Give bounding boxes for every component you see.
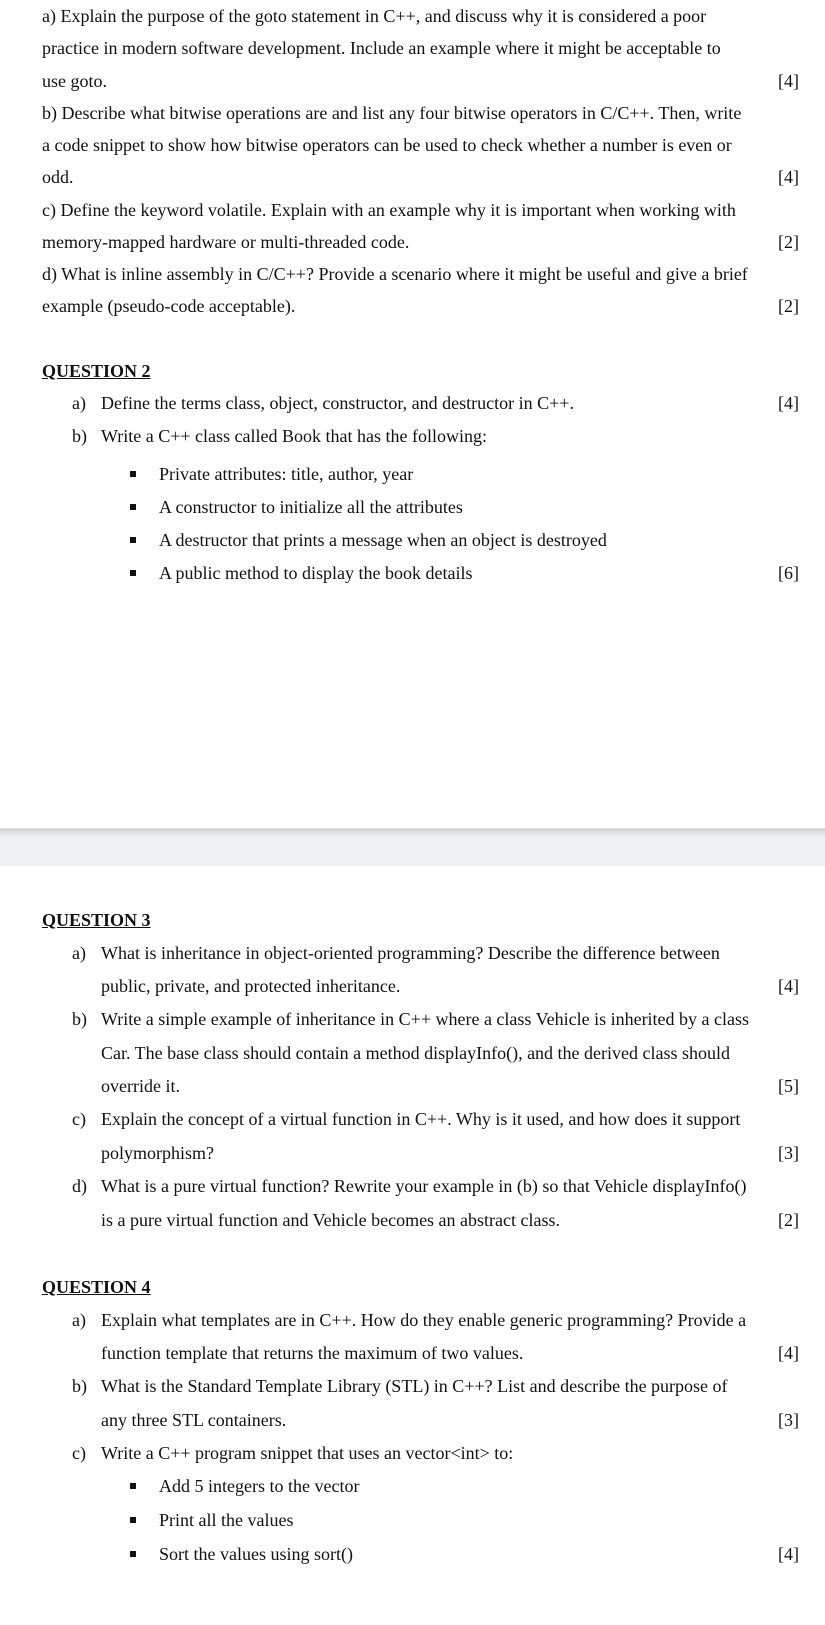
q1-a-line-2: practice in modern software development. Include an example where it might be acceptable to (42, 38, 721, 58)
question-2-heading: QUESTION 2 (42, 361, 151, 381)
q1-b-line-3: odd. (42, 167, 74, 187)
q4-c-marks: [4] (778, 1544, 799, 1564)
q1-c-line-2: memory-mapped hardware or multi-threaded code. (42, 232, 410, 252)
document-page-2 (0, 866, 825, 1625)
q3-a-line-2: public, private, and protected inheritance. (101, 976, 401, 996)
q4-a-line-1: Explain what templates are in C++. How do they enable generic programming? Provide a (101, 1310, 747, 1330)
bullet-icon (130, 1483, 136, 1489)
q1-d-line-2: example (pseudo-code acceptable). (42, 296, 296, 316)
q2-b-bullet-2: A constructor to initialize all the attributes (159, 497, 463, 517)
q2-b-label: b) (72, 426, 87, 446)
q1-c-line-1: c) Define the keyword volatile. Explain with an example why it is important when working with (42, 200, 736, 220)
q4-b-line-1: What is the Standard Template Library (STL) in C++? List and describe the purpose of (101, 1376, 728, 1396)
q2-b-marks: [6] (778, 563, 799, 583)
q3-c-line-1: Explain the concept of a virtual function in C++. Why is it used, and how does it support (101, 1109, 741, 1129)
q2-a-line-1: Define the terms class, object, constructor, and destructor in C++. (101, 393, 574, 413)
q1-a-line-3: use goto. (42, 71, 107, 91)
q3-b-label: b) (72, 1009, 87, 1029)
q3-b-marks: [5] (778, 1076, 799, 1096)
q4-c-bullet-3: Sort the values using sort() (159, 1544, 353, 1564)
q4-a-line-2: function template that returns the maximum of two values. (101, 1343, 524, 1363)
q3-b-line-1: Write a simple example of inheritance in C++ where a class Vehicle is inherited by a class (101, 1009, 750, 1029)
q4-b-line-2: any three STL containers. (101, 1410, 287, 1430)
q3-d-label: d) (72, 1176, 87, 1196)
q4-a-marks: [4] (778, 1343, 799, 1363)
bullet-icon (130, 1517, 136, 1523)
q4-a-label: a) (72, 1310, 86, 1330)
q2-b-bullet-1: Private attributes: title, author, year (159, 464, 414, 484)
q3-a-line-1: What is inheritance in object-oriented programming? Describe the difference between (101, 943, 720, 963)
q3-c-label: c) (72, 1109, 86, 1129)
q2-a-label: a) (72, 393, 86, 413)
q3-c-marks: [3] (778, 1143, 799, 1163)
q1-b-line-1: b) Describe what bitwise operations are and list any four bitwise operators in C/C++. Then, write (42, 103, 742, 123)
q1-d-line-1: d) What is inline assembly in C/C++? Provide a scenario where it might be useful and give a brief (42, 264, 748, 284)
q1-b-marks: [4] (778, 167, 799, 187)
q3-b-line-3: override it. (101, 1076, 180, 1096)
bullet-icon (130, 570, 136, 576)
q4-b-label: b) (72, 1376, 87, 1396)
q3-d-line-1: What is a pure virtual function? Rewrite your example in (b) so that Vehicle displayInfo() (101, 1176, 747, 1196)
q1-a-line-1: a) Explain the purpose of the goto statement in C++, and discuss why it is considered a poor (42, 6, 707, 26)
question-3-heading: QUESTION 3 (42, 910, 151, 930)
q3-d-marks: [2] (778, 1210, 799, 1230)
q3-a-label: a) (72, 943, 86, 963)
q4-c-line-1: Write a C++ program snippet that uses an vector<int> to: (101, 1443, 514, 1463)
question-4-heading: QUESTION 4 (42, 1277, 151, 1297)
q1-d-marks: [2] (778, 296, 799, 316)
q2-a-marks: [4] (778, 393, 799, 413)
q3-c-line-2: polymorphism? (101, 1143, 214, 1163)
bullet-icon (130, 537, 136, 543)
q4-c-bullet-1: Add 5 integers to the vector (159, 1476, 360, 1496)
bullet-icon (130, 504, 136, 510)
q3-b-line-2: Car. The base class should contain a method displayInfo(), and the derived class should (101, 1043, 731, 1063)
q2-b-bullet-3: A destructor that prints a message when an object is destroyed (159, 530, 607, 550)
q2-b-bullet-4: A public method to display the book details (159, 563, 473, 583)
bullet-icon (130, 471, 136, 477)
q4-c-label: c) (72, 1443, 86, 1463)
q2-b-line-1: Write a C++ class called Book that has the following: (101, 426, 487, 446)
bullet-icon (130, 1551, 136, 1557)
q4-b-marks: [3] (778, 1410, 799, 1430)
q1-a-marks: [4] (778, 71, 799, 91)
page-separator (0, 828, 825, 868)
q1-b-line-2: a code snippet to show how bitwise operators can be used to check whether a number is even or (42, 135, 732, 155)
q3-a-marks: [4] (778, 976, 799, 996)
q1-c-marks: [2] (778, 232, 799, 252)
q3-d-line-2: is a pure virtual function and Vehicle becomes an abstract class. (101, 1210, 561, 1230)
q4-c-bullet-2: Print all the values (159, 1510, 294, 1530)
